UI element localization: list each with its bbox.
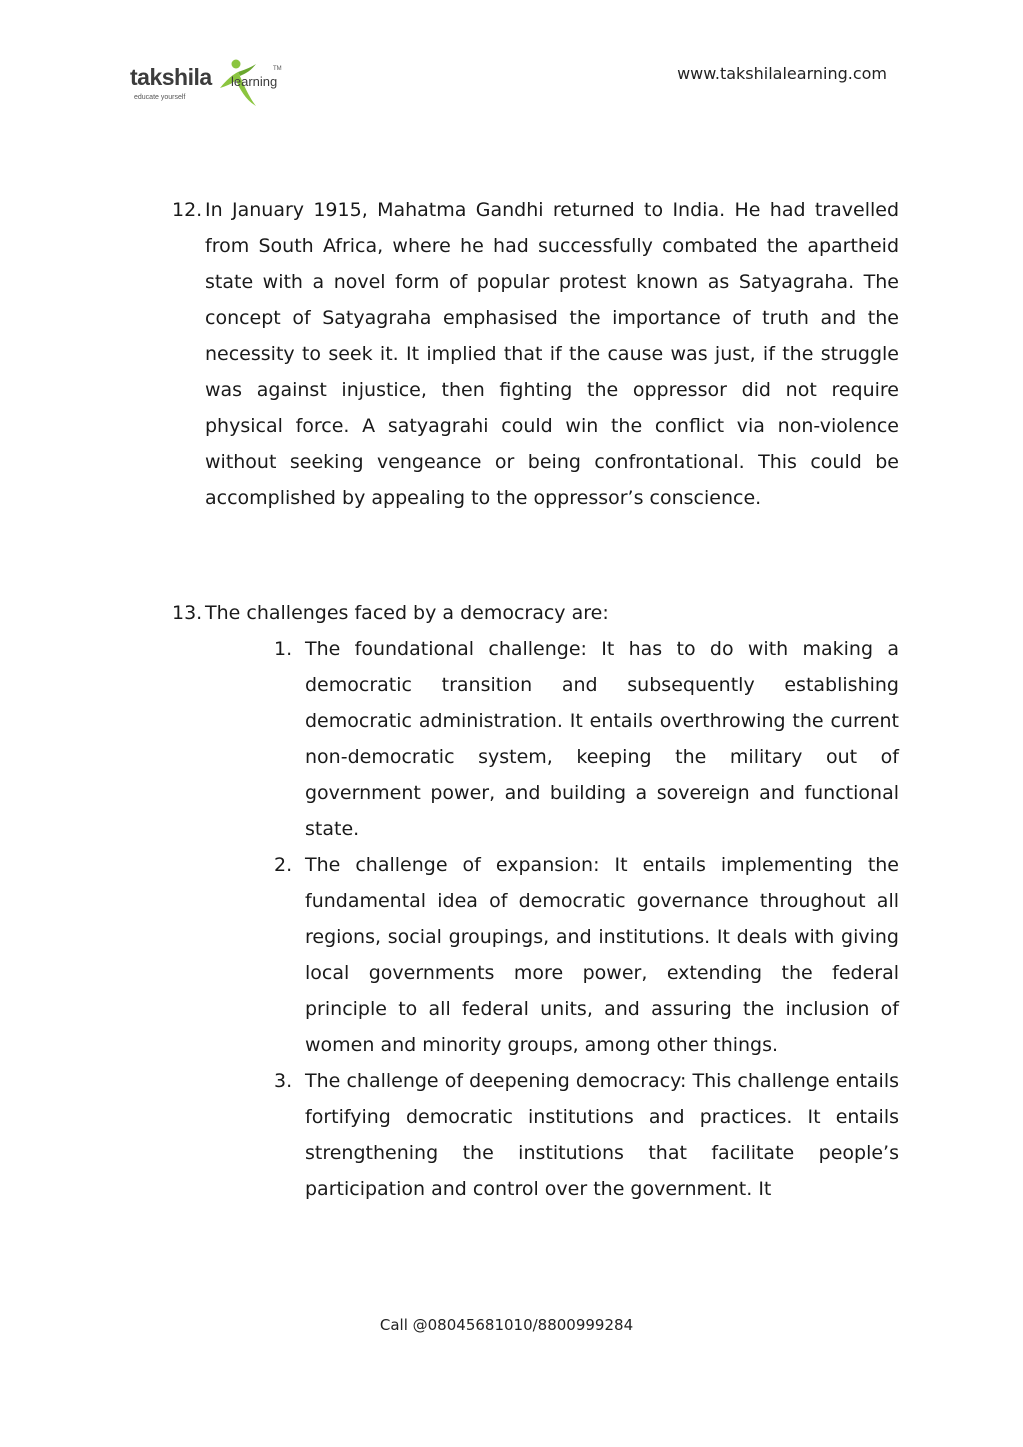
list-item-number: 1. <box>274 638 293 660</box>
site-url: www.takshilalearning.com <box>677 64 887 83</box>
challenges-list <box>274 631 899 1207</box>
list-item-number: 3. <box>274 1070 293 1092</box>
list-item <box>274 847 899 1063</box>
list-item-text: The challenge of deepening democracy: This challenge entails fortifying democratic institutions and practices. It entails strengthening the institutions that facilitate people’s participation and control over the government. It <box>305 1070 899 1200</box>
question-text: The challenges faced by a democracy are: <box>205 602 609 624</box>
list-item <box>274 631 899 847</box>
list-item <box>274 1063 899 1207</box>
question-number: 13. <box>172 602 203 624</box>
list-item-number: 2. <box>274 854 293 876</box>
document-content <box>172 192 899 1207</box>
footer-phone: Call @08045681010/8800999284 <box>379 1316 634 1334</box>
question-text: In January 1915, Mahatma Gandhi returned to India. He had travelled from South Africa, where he had successfully combated the apartheid state with a novel form of popular protest known as Satyagraha. The concept of Satyagraha emphasised the importance of truth and the necessity to seek it. It implied that if the cause was just, if the struggle was against injustice, then fighting the oppressor did not require physical force. A satyagrahi could win the conflict via non-violence without seeking vengeance or being confrontational. This could be accomplished by appealing to the oppressor’s conscience. <box>205 199 899 509</box>
takshila-logo <box>130 58 290 114</box>
question-12 <box>172 192 899 516</box>
list-item-text: The challenge of expansion: It entails implementing the fundamental idea of democratic governance throughout all regions, social groupings, and institutions. It deals with giving local governments more power, extending the federal principle to all federal units, and assuring the inclusion of women and minority groups, among other things. <box>305 854 899 1056</box>
list-item-text: The foundational challenge: It has to do with making a democratic transition and subsequently establishing democratic administration. It entails overthrowing the current non-democratic system, keeping the military out of government power, and building a sovereign and functional state. <box>305 638 899 840</box>
logo-trademark: TM <box>273 66 282 72</box>
logo-wordmark: takshila <box>130 64 212 90</box>
question-13 <box>172 595 899 631</box>
logo-wordmark-learning: learning <box>231 74 278 89</box>
question-number: 12. <box>172 199 203 221</box>
logo-tagline: educate yourself <box>134 94 186 101</box>
